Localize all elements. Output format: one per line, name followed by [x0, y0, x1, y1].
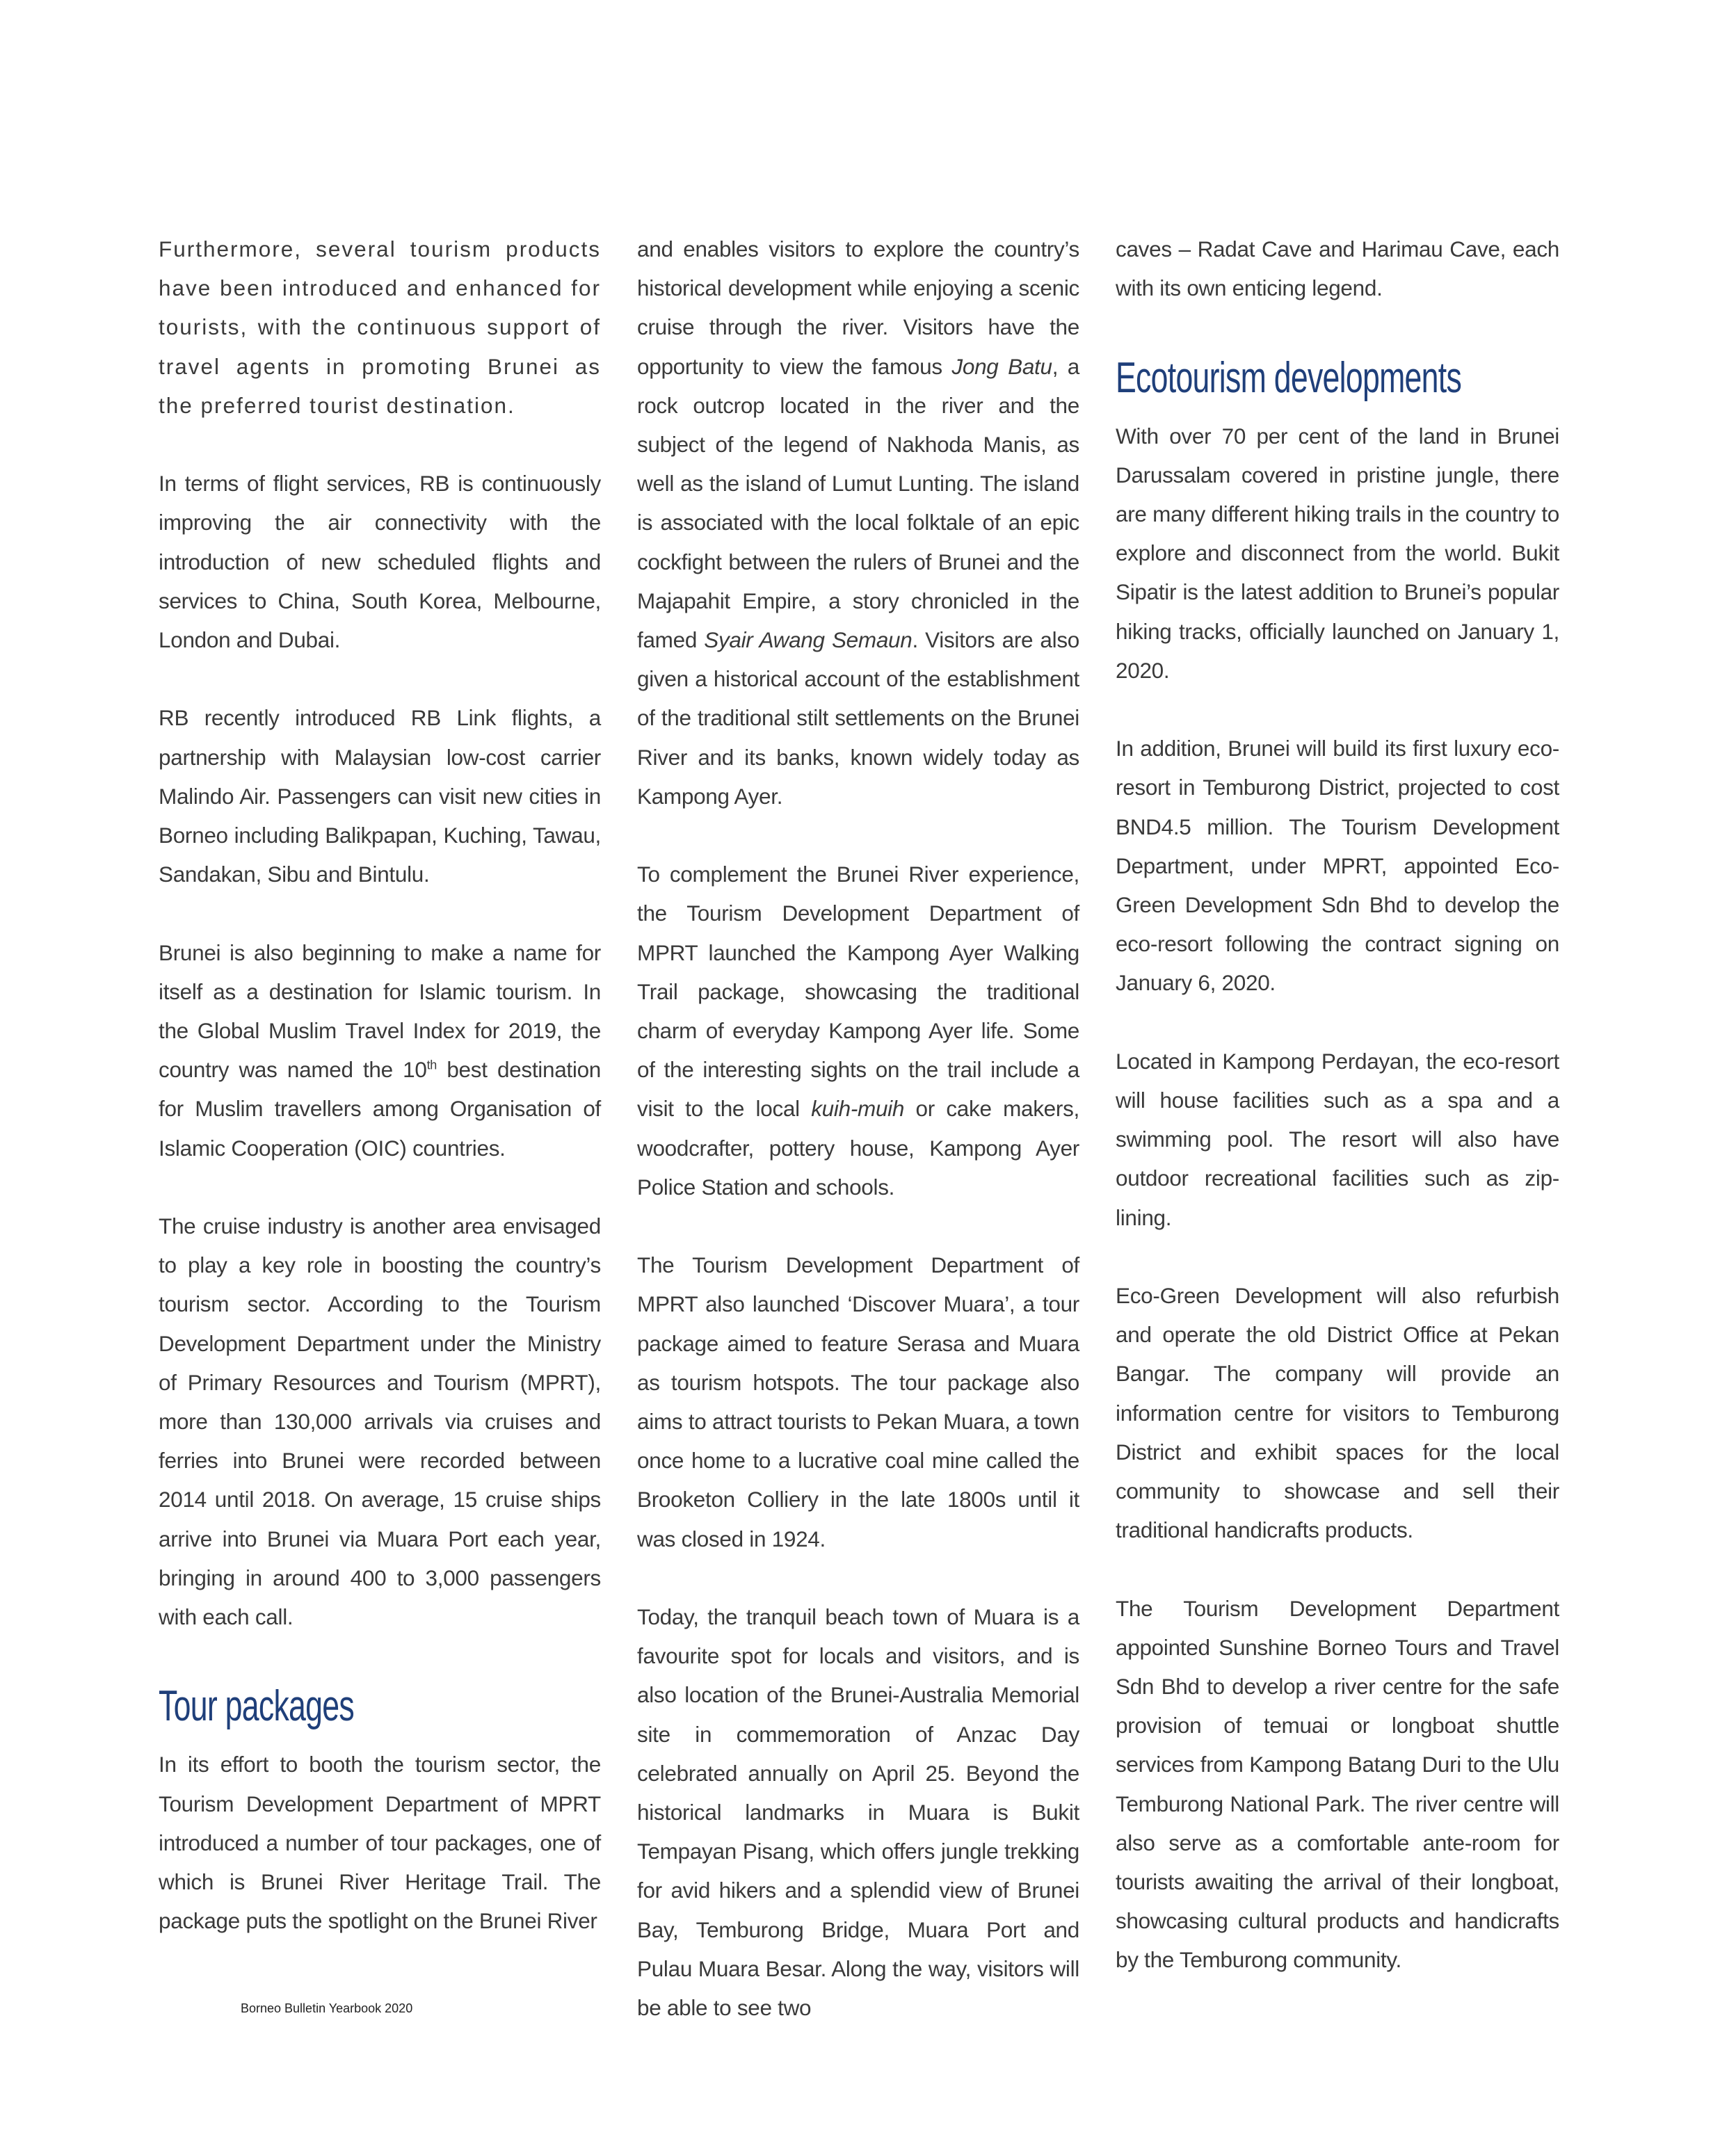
text-run: Brunei is also beginning to make a name for itself as a destination for Islamic tourism. In the Global Muslim Travel Index for 2019, the country was named the 10: [159, 939, 601, 1083]
text-run: The cruise industry is another area envisaged to play a key role in boosting the country’s tourism sector. According to the Tourism Development Department under the Ministry of Primary Resources and Tourism (MPRT), more than 130,000 arrivals via cruises and ferries into Brunei were recorded between 2014 until 2018. On average, 15 cruise ships arrive into Brunei via Muara Port each year, bringing in around 400 to 3,000 passengers with each call.: [159, 1213, 601, 1630]
text-run: , a rock outcrop located in the river and the subject of the legend of Nakhoda Manis, as well as the island of Lumut Lunting. The island is associated with the local folktale of an epic cockfight between the rulers of Brunei and the Majapahit Empire, a story chronicled in the famed: [637, 353, 1080, 653]
text-run: In terms of flight services, RB is continuously improving the air connectivity with the introduction of new scheduled flights and services to China, South Korea, Melbourne, London and Dubai.: [159, 471, 601, 653]
body-paragraph: [159, 1745, 601, 1940]
body-paragraph: [159, 1207, 601, 1636]
superscript: th: [426, 1058, 437, 1072]
text-run: Eco-Green Development will also refurbish and operate the old District Office at Pekan Bangar. The company will provide an information centre for visitors to Temburong District and exhibit spaces for the local community to showcase and sell their traditional handicrafts products.: [1116, 1283, 1559, 1543]
text-run: RB recently introduced RB Link flights, a partnership with Malaysian low-cost carrier Malindo Air. Passengers can visit new cities in Borneo including Balikpapan, Kuching, Tawau, Sandakan, Sibu and Bintulu.: [159, 705, 601, 887]
body-paragraph: [1116, 1276, 1559, 1549]
text-run: . Visitors are also given a historical account of the establishment of the traditional stilt settlements on the Brunei River and its banks, known widely today as Kampong Ayer.: [637, 627, 1079, 809]
text-run: caves – Radat Cave and Harimau Cave, each with its own enticing legend.: [1116, 236, 1559, 301]
body-paragraph: [159, 229, 601, 425]
page-footer: Borneo Bulletin Yearbook 2020: [241, 2001, 413, 2015]
article-column-3: [1116, 229, 1559, 1980]
body-paragraph: [159, 464, 601, 659]
text-run: and enables visitors to explore the country’s historical development while enjoying a scenic cruise through the river. Visitors have the opportunity to view the famous: [637, 236, 1079, 379]
body-paragraph: [159, 698, 601, 894]
text-run: or cake makers, woodcrafter, pottery house, Kampong Ayer Police Station and schools.: [637, 1096, 1079, 1200]
text-run: In addition, Brunei will build its first luxury eco-resort in Temburong District, projected to cost BND4.5 million. The Tourism Development Department, under MPRT, appointed Eco-Green Development Sdn Bhd to develop the eco-resort following the contract signing on January 6, 2020.: [1116, 736, 1559, 996]
body-paragraph: [1116, 417, 1559, 690]
italic-text: Syair Awang Semaun: [704, 627, 913, 653]
body-paragraph: [1116, 1589, 1559, 1980]
body-paragraph: [1116, 1042, 1559, 1237]
text-run: Located in Kampong Perdayan, the eco-resort will house facilities such as a spa and a swimming pool. The resort will also have outdoor recreational facilities such as zip-lining.: [1116, 1048, 1559, 1230]
article-column-2: [637, 229, 1079, 2027]
body-paragraph: [637, 855, 1079, 1207]
body-paragraph: [1116, 229, 1559, 307]
body-paragraph: [159, 933, 601, 1168]
body-paragraph: [637, 1245, 1079, 1558]
text-run: Furthermore, several tourism products have been introduced and enhanced for tourists, with the continuous support of travel agents in promoting Brunei as the preferred tourist destination.: [159, 236, 601, 418]
body-paragraph: [637, 229, 1079, 816]
text-run: In its effort to booth the tourism sector, the Tourism Development Department of MPRT introduced a number of tour packages, one of which is Brunei River Heritage Trail. The package puts the spotlight on the Brunei River: [159, 1752, 601, 1934]
section-heading: Tour packages: [159, 1682, 354, 1731]
body-paragraph: [637, 1597, 1079, 2027]
section-heading: Ecotourism developments: [1116, 353, 1462, 402]
article-column-1: [159, 229, 601, 1940]
text-run: The Tourism Development Department appointed Sunshine Borneo Tours and Travel Sdn Bhd to develop a river centre for the safe provision of temuai or longboat shuttle services from Kampong Batang Duri to the Ulu Temburong National Park. The river centre will also serve as a comfortable ante-room for tourists awaiting the arrival of their longboat, showcasing cultural products and handicrafts by the Temburong community.: [1116, 1595, 1559, 1973]
text-run: best destination for Muslim travellers among Organisation of Islamic Cooperation (OIC) countries.: [159, 1057, 602, 1161]
text-run: Today, the tranquil beach town of Muara is a favourite spot for locals and visitors, and is also location of the Brunei-Australia Memorial site in commemoration of Anzac Day celebrated annually on April 25. Beyond the historical landmarks in Muara is Bukit Tempayan Pisang, which offers jungle trekking for avid hikers and a splendid view of Brunei Bay, Temburong Bridge, Muara Port and Pulau Muara Besar. Along the way, visitors will be able to see two: [637, 1604, 1079, 2021]
body-paragraph: [1116, 729, 1559, 1002]
italic-text: Jong Batu: [951, 353, 1052, 379]
italic-text: kuih-muih: [811, 1096, 905, 1122]
text-run: With over 70 per cent of the land in Brunei Darussalam covered in pristine jungle, there are many different hiking trails in the country to explore and disconnect from the world. Bukit Sipatir is the latest addition to Brunei’s popular hiking tracks, officially launched on January 1, 2020.: [1116, 423, 1559, 683]
text-run: The Tourism Development Department of MPRT also launched ‘Discover Muara’, a tour package aimed to feature Serasa and Muara as tourism hotspots. The tour package also aims to attract tourists to Pekan Muara, a town once home to a lucrative coal mine called the Brooketon Colliery in the late 1800s until it was closed in 1924.: [637, 1252, 1079, 1551]
text-run: To complement the Brunei River experience, the Tourism Development Department of MPRT launched the Kampong Ayer Walking Trail package, showcasing the traditional charm of everyday Kampong Ayer life. Some of the interesting sights on the trail include a visit to the local: [637, 862, 1079, 1122]
